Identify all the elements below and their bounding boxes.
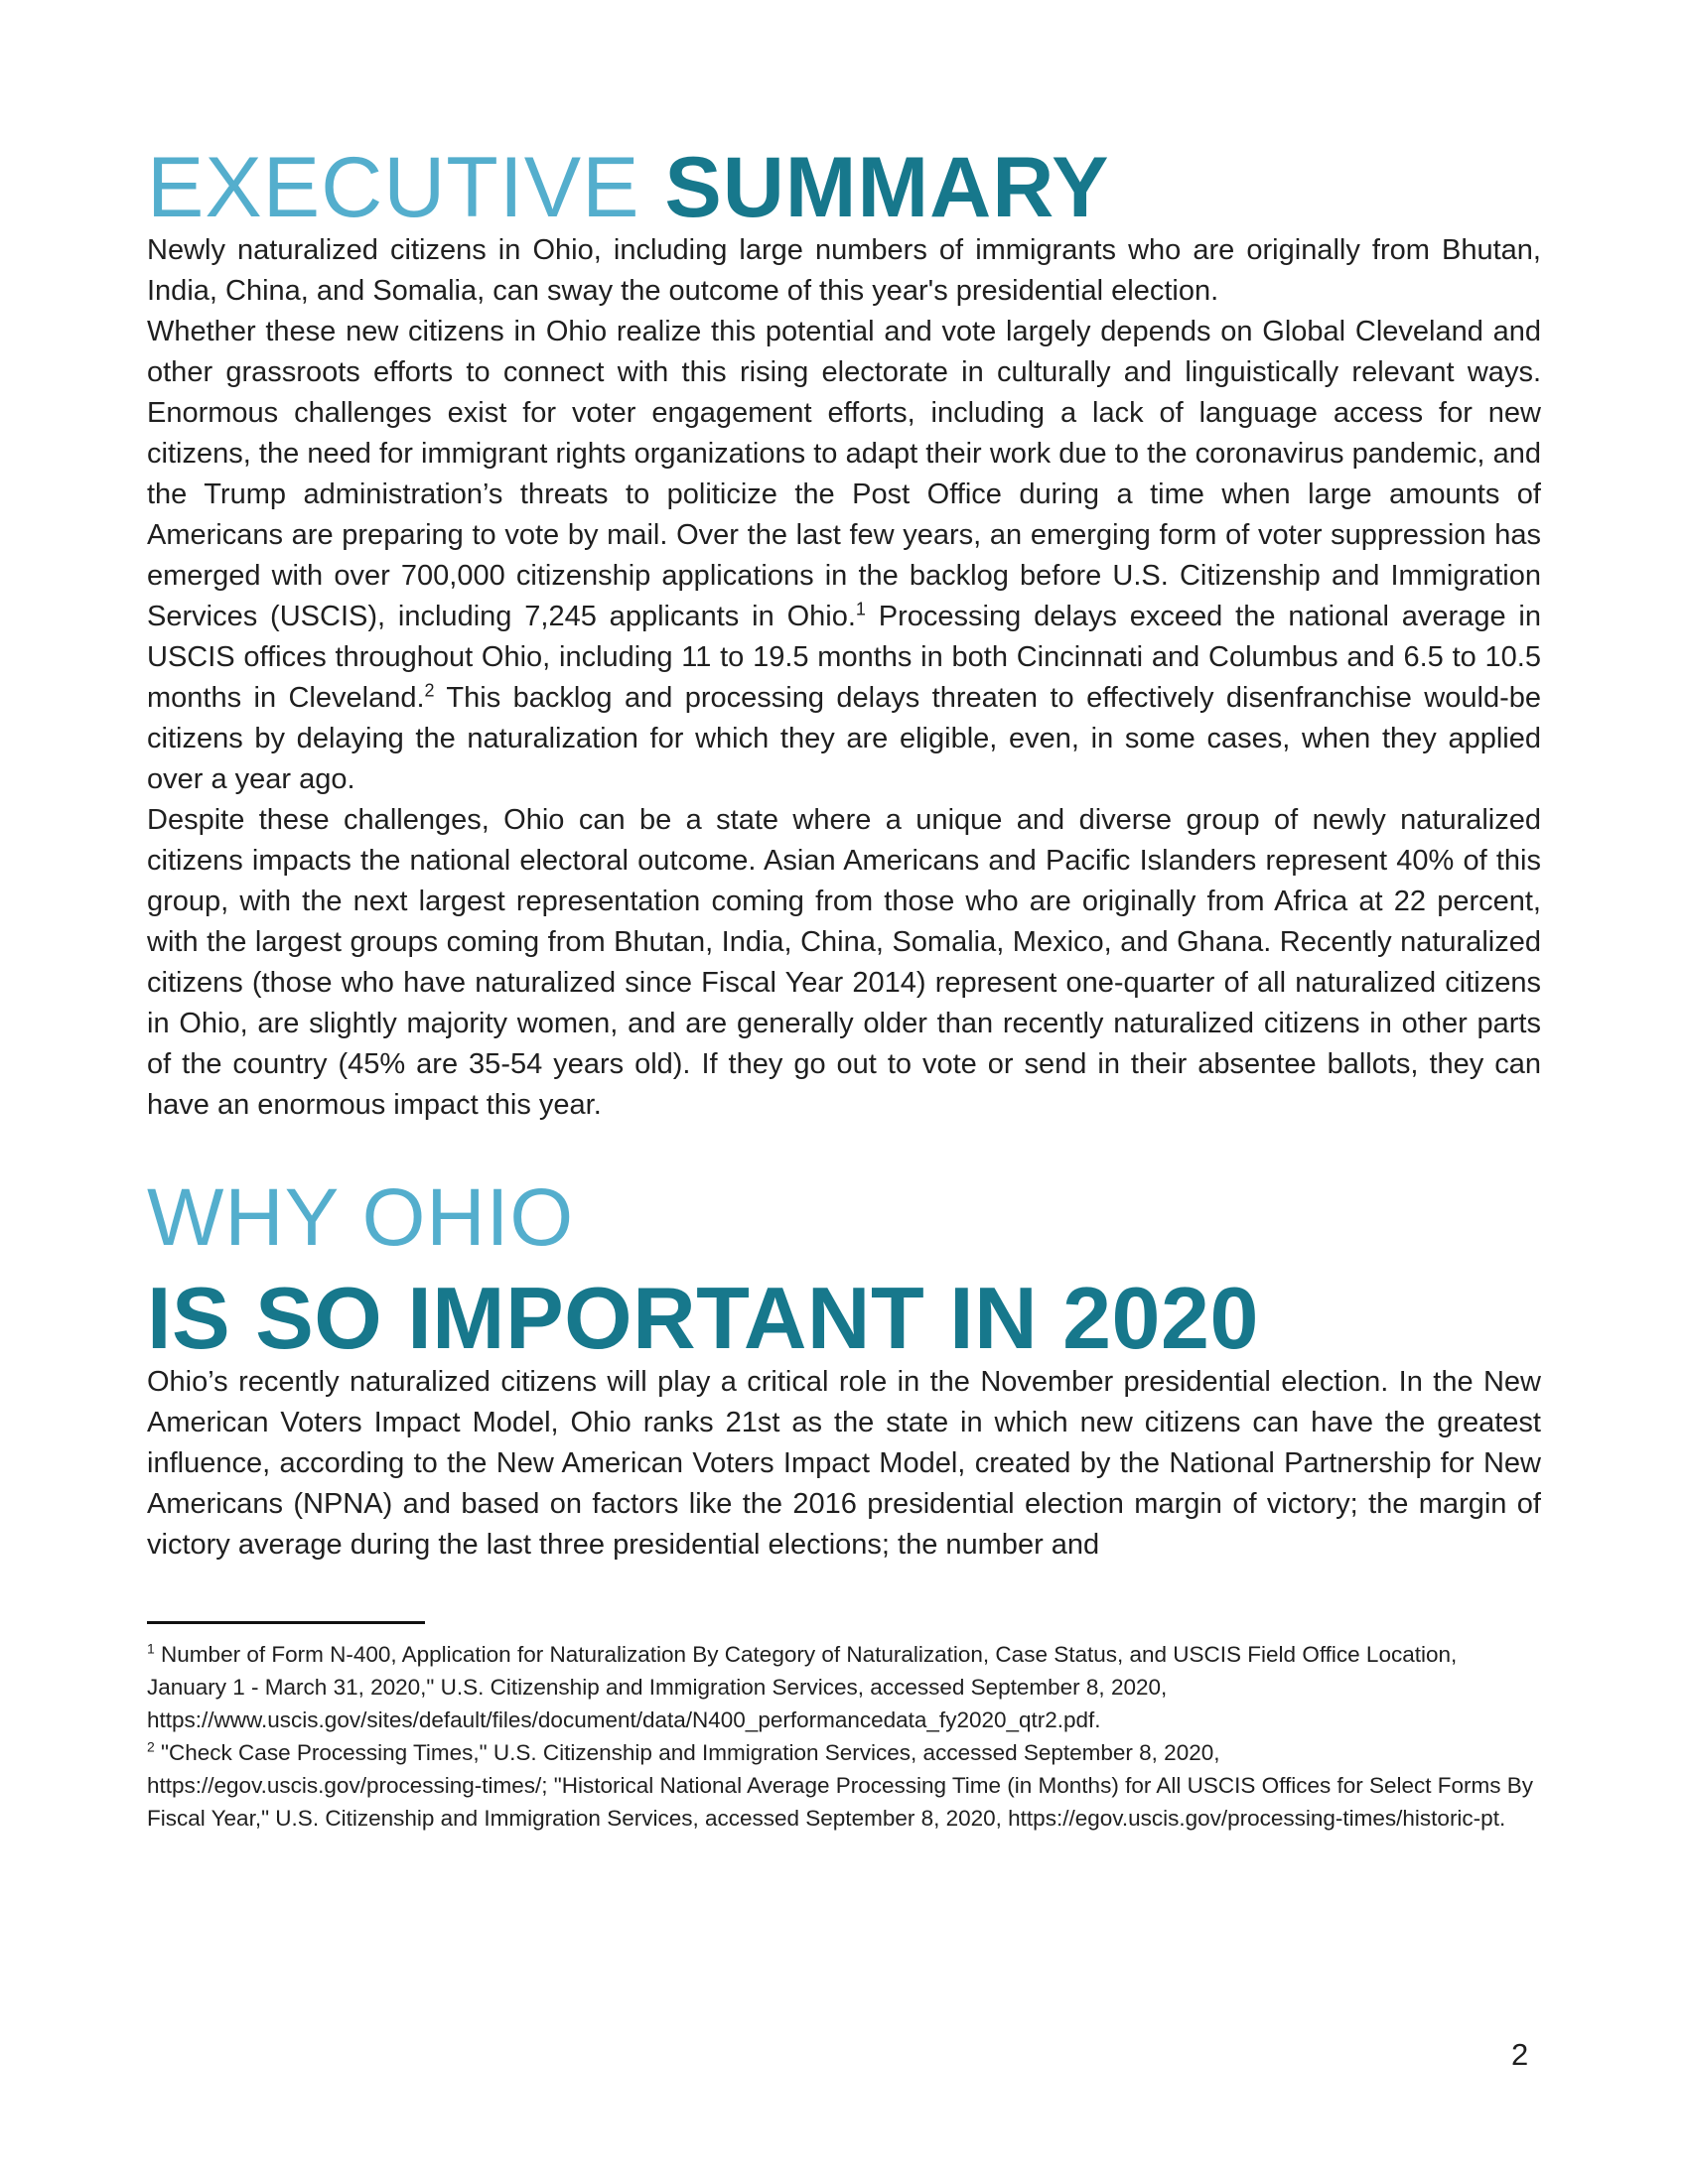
heading-word-summary: SUMMARY [664, 140, 1110, 235]
page-number: 2 [1511, 2037, 1529, 2072]
heading-word-executive: EXECUTIVE [147, 140, 665, 235]
heading-line-why-ohio: WHY OHIO [147, 1172, 575, 1263]
footnote-2-text: "Check Case Processing Times," U.S. Citizenship and Immigration Services, accessed September 8, 2020, https://egov.uscis.gov/processing-times/; "Historical National Average Processing Time (in Months) for All USCIS Offices for Select Forms By Fiscal Year," U.S. Citizenship and Immigration Services, accessed September 8, 2020, https://egov.uscis.gov/processing-times/historic-pt. [147, 1740, 1534, 1831]
summary-paragraph-3: Despite these challenges, Ohio can be a state where a unique and diverse group of newly naturalized citizens impacts the national electoral outcome. Asian Americans and Pacific Islanders represent 40% of this group, with the next largest representation coming from those who are originally from Africa at 22 percent, with the largest groups coming from Bhutan, India, China, Somalia, Mexico, and Ghana. Recently naturalized citizens (those who have naturalized since Fiscal Year 2014) represent one-quarter of all naturalized citizens in Ohio, are slightly majority women, and are generally older than recently naturalized citizens in other parts of the country (45% are 35-54 years old). If they go out to vote or send in their absentee ballots, they can have an enormous impact this year. [147, 804, 1541, 1121]
why-ohio-paragraph-1: Ohio’s recently naturalized citizens will play a critical role in the November presidential election. In the New American Voters Impact Model, Ohio ranks 21st as the state in which new citizens can have the greatest influence, according to the New American Voters Impact Model, created by the National Partnership for New Americans (NPNA) and based on factors like the 2016 presidential election margin of victory; the margin of victory average during the last three presidential elections; the number and [147, 1366, 1541, 1561]
why-ohio-heading [147, 1172, 1541, 1367]
paragraph-2-segment-3: This backlog and processing delays threaten to effectively disenfranchise would-be citizens by delaying the naturalization for which they are eligible, even, in some cases, when they applied over a year ago. [147, 682, 1541, 795]
footnote-2 [147, 1736, 1541, 1835]
summary-paragraph-2 [147, 312, 1541, 800]
footnote-1 [147, 1638, 1541, 1736]
heading-line-is-so-important: IS SO IMPORTANT IN 2020 [147, 1269, 1259, 1367]
footnote-1-marker: 1 [147, 1640, 155, 1657]
footnote-separator-line [147, 1621, 425, 1624]
summary-paragraph-1: Newly naturalized citizens in Ohio, including large numbers of immigrants who are originally from Bhutan, India, China, and Somalia, can sway the outcome of this year's presidential election. [147, 234, 1541, 307]
footnote-ref-2: 2 [424, 680, 435, 701]
footnote-block [147, 1621, 1541, 1835]
footnote-2-marker: 2 [147, 1738, 155, 1755]
executive-summary-heading [147, 140, 1541, 235]
footnote-ref-1: 1 [855, 599, 866, 619]
footnote-1-text: Number of Form N-400, Application for Naturalization By Category of Naturalization, Case Status, and USCIS Field Office Location, January 1 - March 31, 2020," U.S. Citizenship and Immigration Services, accessed September 8, 2020, https://www.uscis.gov/sites/default/files/document/data/N400_performancedata_fy2020_qtr2.pdf. [147, 1642, 1458, 1732]
paragraph-2-segment-2: Processing delays exceed the national average in USCIS offices throughout Ohio, including 11 to 19.5 months in both Cincinnati and Columbus and 6.5 to 10.5 months in Cleveland. [147, 601, 1542, 714]
paragraph-2-segment-1: Whether these new citizens in Ohio realize this potential and vote largely depends on Global Cleveland and other grassroots efforts to connect with this rising electorate in culturally and linguistically relevant ways. Enormous challenges exist for voter engagement efforts, including a lack of language access for new citizens, the need for immigrant rights organizations to adapt their work due to the coronavirus pandemic, and the Trump administration’s threats to politicize the Post Office during a time when large amounts of Americans are preparing to vote by mail. Over the last few years, an emerging form of voter suppression has emerged with over 700,000 citizenship applications in the backlog before U.S. Citizenship and Immigration Services (USCIS), including 7,245 applicants in Ohio. [147, 316, 1541, 632]
page-content [147, 0, 1541, 1835]
